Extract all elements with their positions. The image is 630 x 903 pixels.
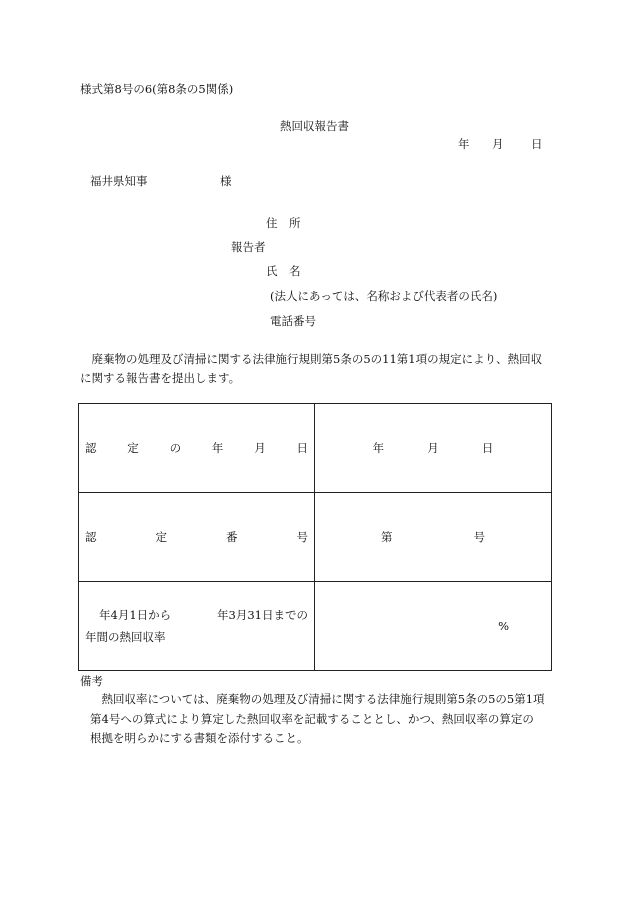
label-char: 定 — [127, 441, 139, 455]
label-char: 号 — [296, 530, 308, 544]
certification-number-label-cell — [79, 493, 315, 582]
label-char: 月 — [254, 441, 266, 455]
notes-line-1: 熱回収率については、廃棄物の処理及び清掃に関する法律施行規則第5条の5の5第1項 — [90, 692, 545, 706]
document-title: 熱回収報告書 — [280, 119, 349, 133]
label-char: 年 — [211, 441, 224, 455]
phone-label: 電話番号 — [270, 314, 316, 328]
addressee-honorific: 様 — [220, 174, 232, 188]
notes-line-2: 第4号への算式により算定した熱回収率を記載することとし、かつ、熱回収率の算定の — [90, 711, 534, 726]
heat-recovery-period-label-cell — [79, 582, 315, 671]
body-line-1: 廃棄物の処理及び清掃に関する法律施行規則第5条の5の11第1項の規定により、熱回収 — [80, 352, 543, 366]
percent-sign: % — [498, 619, 509, 633]
table-row — [79, 493, 552, 582]
body-line-2: に関する報告書を提出します。 — [80, 371, 241, 385]
label-char: 日 — [296, 441, 308, 455]
body-paragraph — [80, 350, 552, 388]
table-row — [79, 582, 552, 671]
address-label: 住 所 — [266, 216, 301, 230]
value-char: 日 — [481, 441, 494, 455]
date-month-label: 月 — [492, 137, 504, 151]
value-char: 年 — [372, 441, 385, 455]
table-row — [79, 404, 552, 493]
certification-date-label-cell — [79, 404, 315, 493]
label-char: 定 — [155, 530, 167, 544]
label-char: 番 — [226, 530, 238, 544]
date-year-label: 年 — [458, 137, 470, 151]
certification-date-value-cell[interactable] — [315, 404, 552, 493]
period-line-2: 年間の熱回収率 — [85, 630, 166, 644]
notes-label: 備考 — [80, 674, 103, 688]
reporter-label: 報告者 — [231, 240, 266, 254]
value-char: 号 — [473, 530, 485, 544]
value-char: 月 — [427, 441, 439, 455]
label-char: の — [169, 441, 182, 455]
form-number: 様式第8号の6(第8条の5関係) — [80, 82, 234, 96]
name-label: 氏 名 — [266, 264, 301, 278]
period-end-text: 年3月31日までの — [217, 608, 308, 622]
addressee-name: 福井県知事 — [90, 174, 148, 188]
notes-paragraph — [90, 690, 555, 749]
label-char: 認 — [85, 441, 97, 455]
period-start-text: 年4月1日から — [99, 608, 172, 622]
heat-recovery-rate-value-cell[interactable] — [315, 582, 552, 671]
label-char: 認 — [85, 530, 97, 544]
report-table — [78, 403, 552, 671]
date-day-label: 日 — [531, 137, 543, 151]
corporation-note: (法人にあっては、名称および代表者の氏名) — [270, 289, 498, 303]
notes-line-3: 根拠を明らかにする書類を添付すること。 — [90, 731, 309, 745]
certification-number-value-cell[interactable] — [315, 493, 552, 582]
value-char: 第 — [381, 530, 393, 544]
